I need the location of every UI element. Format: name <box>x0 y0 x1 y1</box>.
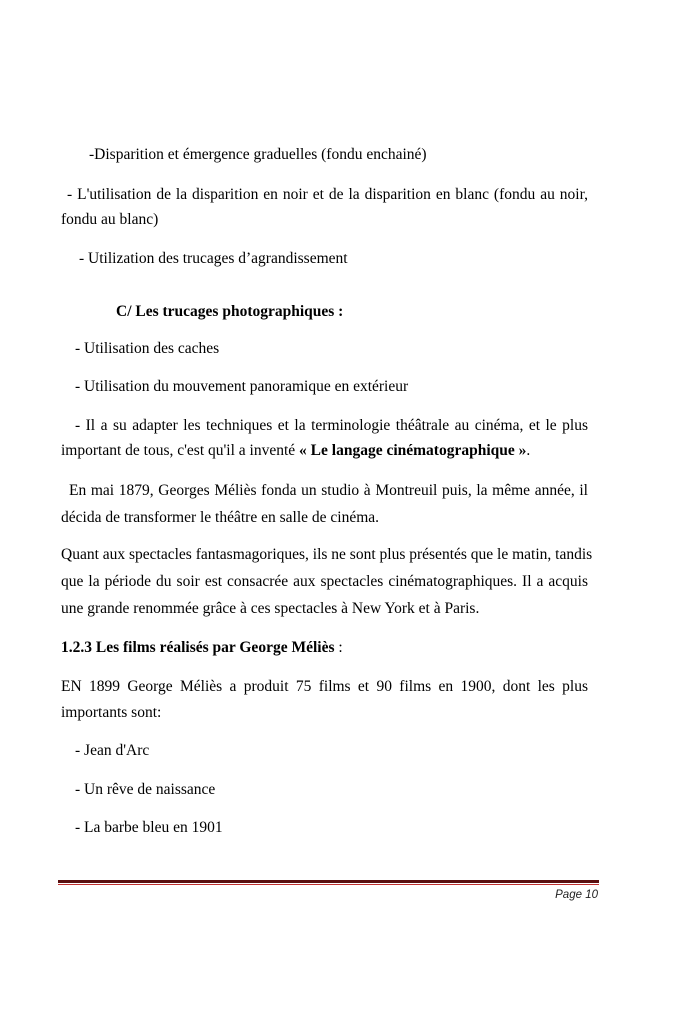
panoramique-item: - Utilisation du mouvement panoramique en extérieur <box>75 378 409 395</box>
montreuil-line-1: En mai 1879, Georges Méliès fonda un studio à Montreuil puis, la même année, il <box>69 482 588 499</box>
films-intro-line-2: importants sont: <box>61 704 162 721</box>
adapter-line-2-period: . <box>526 442 531 459</box>
agrandissement-line: - Utilization des trucages d’agrandissement <box>79 250 348 267</box>
spectacles-line-2: que la période du soir est consacrée aux spectacles cinématographiques. Il a acquis <box>61 573 588 590</box>
film-item-barbe-bleu: - La barbe bleu en 1901 <box>75 819 223 836</box>
fondu-noir-blanc-line-1: - L'utilisation de la disparition en noir et de la disparition en blanc (fondu au noir, <box>67 186 588 203</box>
footer-rule-red <box>58 884 599 885</box>
film-item-jean-darc: - Jean d'Arc <box>75 742 150 759</box>
fondu-noir-blanc-line-2: fondu au blanc) <box>61 211 159 228</box>
section-123-heading <box>61 638 343 658</box>
spectacles-line-1: Quant aux spectacles fantasmagoriques, ils ne sont plus présentés que le matin, tandis <box>61 546 593 563</box>
page-number: Page 10 <box>555 889 598 901</box>
adapter-line-2-text: important de tous, c'est qu'il a inventé <box>61 442 300 459</box>
film-item-reve-naissance: - Un rêve de naissance <box>75 781 216 798</box>
caches-item: - Utilisation des caches <box>75 340 220 357</box>
section-123-heading-text: 1.2.3 Les films réalisés par George Méliès <box>61 639 335 656</box>
section-c-heading: C/ Les trucages photographiques : <box>116 303 344 320</box>
adapter-line-2 <box>61 441 530 461</box>
footer-rule-dark <box>58 880 599 883</box>
fondu-enchaine-line: -Disparition et émergence graduelles (fondu enchainé) <box>89 146 427 163</box>
montreuil-line-2: décida de transformer le théâtre en salle de cinéma. <box>61 509 380 526</box>
section-123-heading-colon: : <box>334 639 343 656</box>
films-intro-line-1: EN 1899 George Méliès a produit 75 films et 90 films en 1900, dont les plus <box>61 678 588 695</box>
langage-cinematographique: « Le langage cinématographique » <box>299 442 527 459</box>
spectacles-line-3: une grande renommée grâce à ces spectacles à New York et à Paris. <box>61 600 480 617</box>
adapter-line-1: - Il a su adapter les techniques et la terminologie théâtrale au cinéma, et le plus <box>75 417 588 434</box>
